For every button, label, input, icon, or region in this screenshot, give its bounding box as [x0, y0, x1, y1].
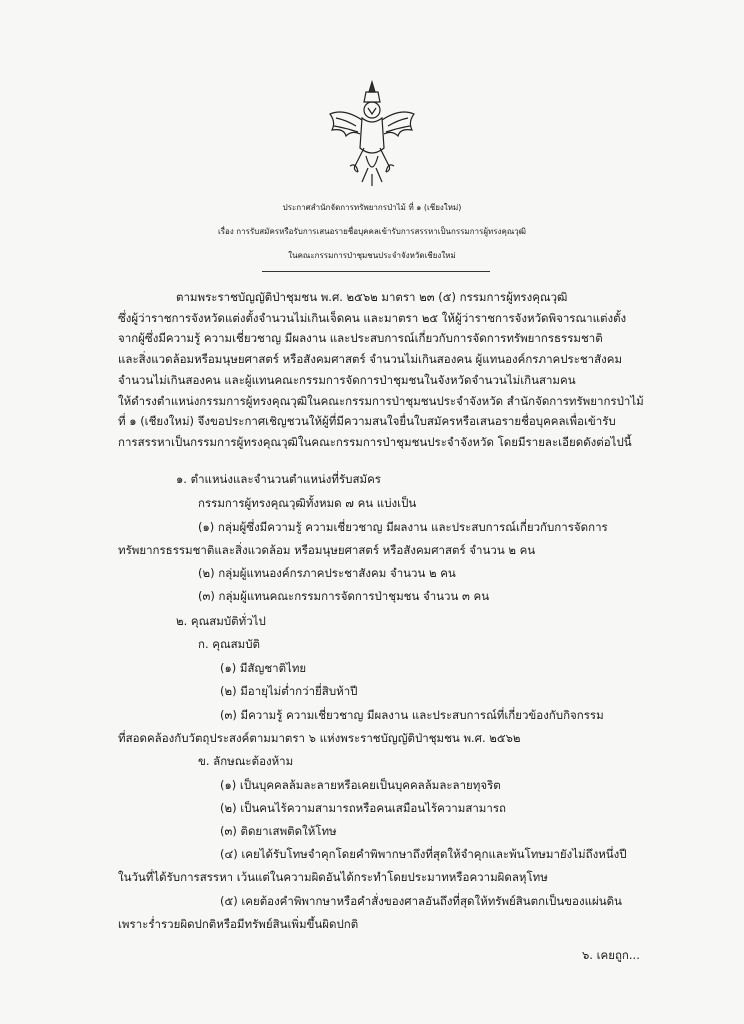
section-2a-item-2: (๒) มีอายุไม่ต่ำกว่ายี่สิบห้าปี: [220, 684, 358, 698]
section-2b-item-4-continued: ในวันที่ได้รับการสรรหา เว้นแต่ในความผิดอันได้กระทำโดยประมาทหรือความผิดลหุโทษ: [118, 870, 548, 884]
section-1-item-1-continued: ทรัพยากรธรรมชาติและสิ่งแวดล้อม หรือมนุษยศาสตร์ หรือสังคมศาสตร์ จำนวน ๒ คน: [118, 543, 536, 557]
section-2b-item-4: (๔) เคยได้รับโทษจำคุกโดยคำพิพากษาถึงที่สุดให้จำคุกและพ้นโทษมายังไม่ถึงหนึ่งปี: [220, 847, 627, 861]
garuda-emblem-icon: [322, 78, 422, 188]
section-1-subtitle: กรรมการผู้ทรงคุณวุฒิทั้งหมด ๗ คน แบ่งเป็น: [198, 496, 417, 510]
section-2b-item-1: (๑) เป็นบุคคลล้มละลายหรือเคยเป็นบุคคลล้มละลายทุจริต: [220, 778, 501, 792]
announcement-subject-continued: ในคณะกรรมการป่าชุมชนประจำจังหวัดเชียงใหม่: [288, 251, 456, 260]
section-2a-item-3: (๓) มีความรู้ ความเชี่ยวชาญ มีผลงาน และประสบการณ์ที่เกี่ยวข้องกับกิจกรรม: [220, 708, 604, 722]
intro-line: ตามพระราชบัญญัติป่าชุมชน พ.ศ. ๒๕๖๒ มาตรา ๒๓ (๕) กรรมการผู้ทรงคุณวุฒิ: [176, 290, 568, 304]
intro-line: ให้ดำรงตำแหน่งกรรมการผู้ทรงคุณวุฒิในคณะกรรมการป่าชุมชนประจำจังหวัด สำนักจัดการทรัพยากรป่าไม้: [118, 393, 644, 408]
section-2a-item-1: (๑) มีสัญชาติไทย: [220, 661, 307, 675]
section-2b-title: ข. ลักษณะต้องห้าม: [198, 754, 294, 768]
section-2b-item-3: (๓) ติดยาเสพติดให้โทษ: [220, 824, 337, 838]
intro-line: และสิ่งแวดล้อมหรือมนุษยศาสตร์ หรือสังคมศาสตร์ จำนวนไม่เกินสองคน ผู้แทนองค์กรภาคประชาสังคม: [118, 352, 623, 367]
section-2-title: ๒. คุณสมบัติทั่วไป: [176, 614, 266, 628]
intro-line: การสรรหาเป็นกรรมการผู้ทรงคุณวุฒิในคณะกรรมการป่าชุมชนประจำจังหวัด โดยมีรายละเอียดดังต่อไปนี้: [118, 434, 632, 449]
page-continuation: ๖. เคยถูก...: [582, 948, 640, 962]
announcement-title: ประกาศสำนักจัดการทรัพยากรป่าไม้ ที่ ๑ (เชียงใหม่): [282, 203, 462, 212]
section-2b-item-5: (๕) เคยต้องคำพิพากษาหรือคำสั่งของศาลอันถึงที่สุดให้ทรัพย์สินตกเป็นของแผ่นดิน: [220, 894, 622, 908]
intro-paragraph: [118, 287, 646, 453]
section-1-item-2: (๒) กลุ่มผู้แทนองค์กรภาคประชาสังคม จำนวน ๒ คน: [198, 566, 456, 580]
intro-line: ซึ่งผู้ว่าราชการจังหวัดแต่งตั้งจำนวนไม่เกินเจ็ดคน และมาตรา ๒๕ ให้ผู้ว่าราชการจังหวัดพิจารณาแต่งตั้ง: [118, 310, 627, 325]
intro-line: ที่ ๑ (เชียงใหม่) จึงขอประกาศเชิญชวนให้ผู้ที่มีความสนใจยื่นใบสมัครหรือเสนอรายชื่อบุคคลเพื่อเข้ารับ: [118, 414, 616, 429]
section-2a-title: ก. คุณสมบัติ: [198, 637, 261, 651]
section-1-item-1: (๑) กลุ่มผู้ซึ่งมีความรู้ ความเชี่ยวชาญ มีผลงาน และประสบการณ์เกี่ยวกับการจัดการ: [198, 520, 608, 534]
section-1-title: ๑. ตำแหน่งและจำนวนตำแหน่งที่รับสมัคร: [176, 472, 381, 486]
announcement-subject: เรื่อง การรับสมัครหรือรับการเสนอรายชื่อบุคคลเข้ารับการสรรหาเป็นกรรมการผู้ทรงคุณวุฒิ: [218, 227, 526, 236]
section-2a-item-3-continued: ที่สอดคล้องกับวัตถุประสงค์ตามมาตรา ๖ แห่งพระราชบัญญัติป่าชุมชน พ.ศ. ๒๕๖๒: [118, 731, 521, 745]
section-2b-item-5-continued: เพราะร่ำรวยผิดปกติหรือมีทรัพย์สินเพิ่มขึ้นผิดปกติ: [118, 917, 359, 931]
section-1-item-3: (๓) กลุ่มผู้แทนคณะกรรมการจัดการป่าชุมชน จำนวน ๓ คน: [198, 589, 490, 603]
header-divider: [262, 271, 490, 272]
section-2b-item-2: (๒) เป็นคนไร้ความสามารถหรือคนเสมือนไร้ความสามารถ: [220, 801, 506, 815]
intro-line: จากผู้ซึ่งมีความรู้ ความเชี่ยวชาญ มีผลงาน และประสบการณ์เกี่ยวกับการจัดการทรัพยากรธรรมชาติ: [118, 331, 603, 346]
intro-line: จำนวนไม่เกินสองคน และผู้แทนคณะกรรมการจัดการป่าชุมชนในจังหวัดจำนวนไม่เกินสามคน: [118, 372, 576, 387]
